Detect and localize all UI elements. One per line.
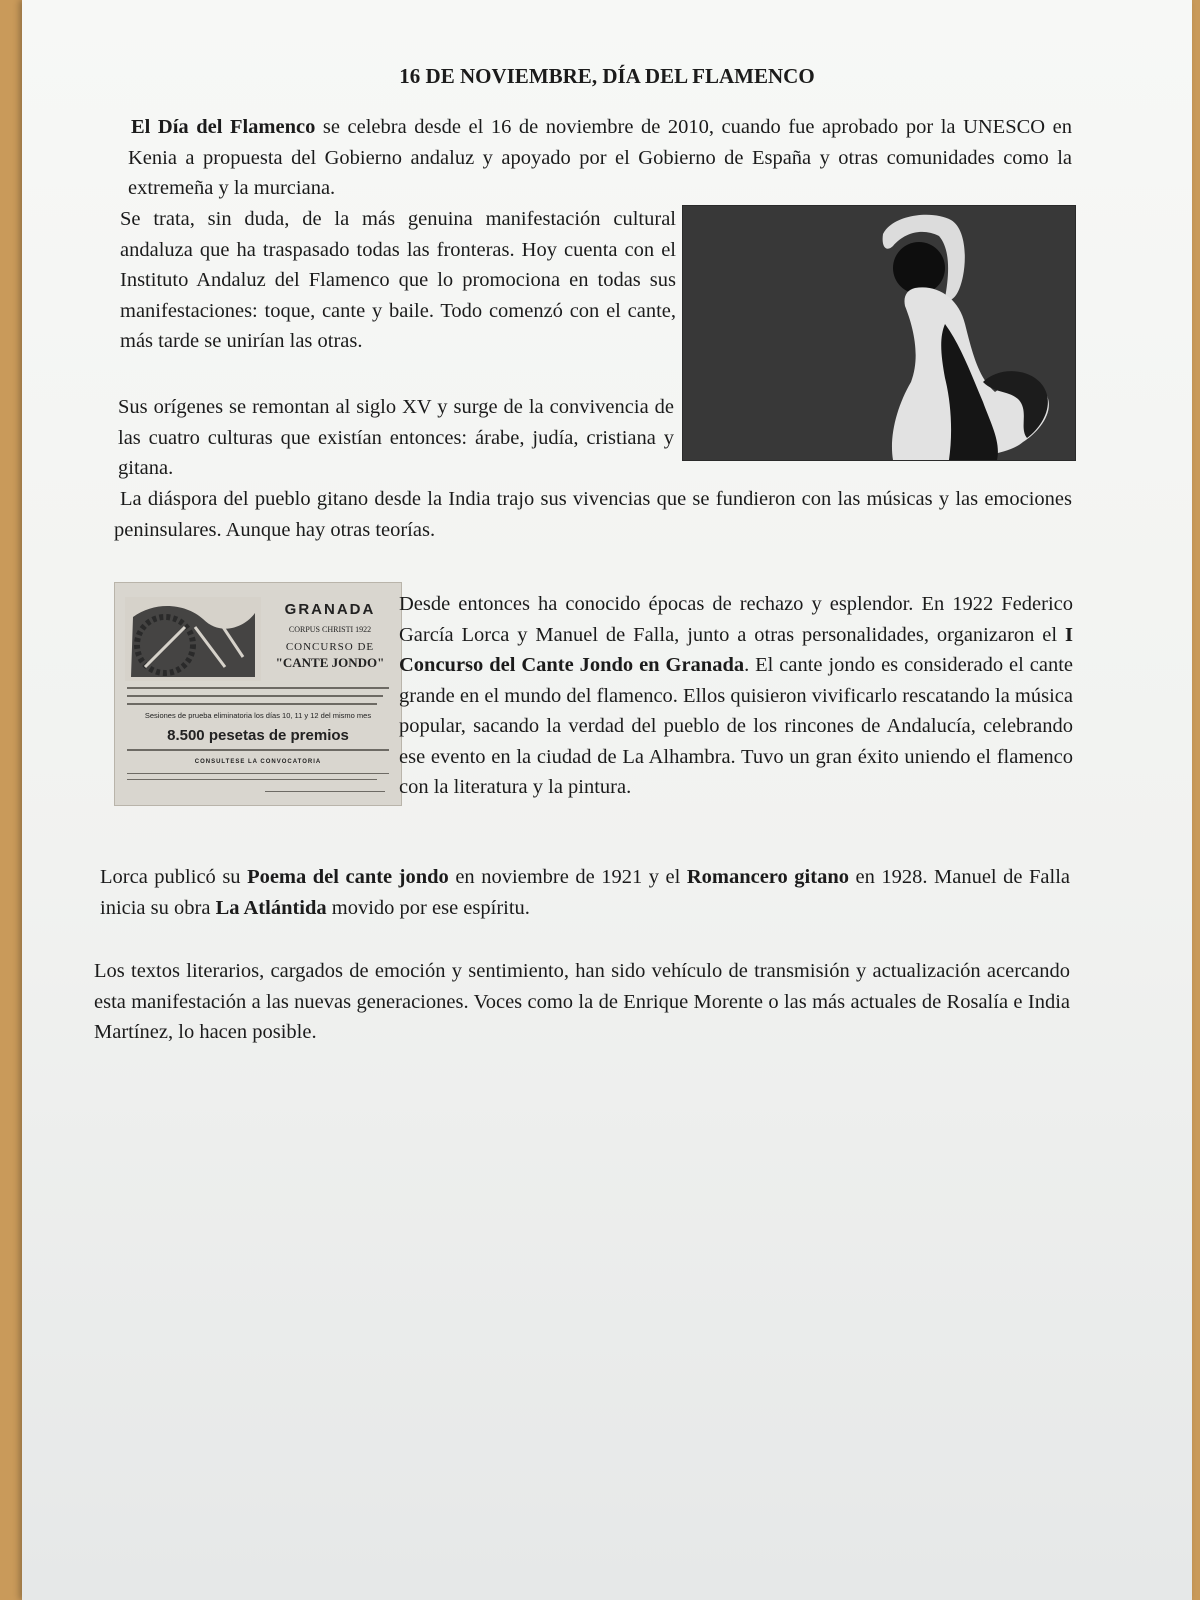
intro-bold: El Día del Flamenco <box>131 116 316 138</box>
paragraph-origins: Sus orígenes se remontan al siglo XV y surge de la convivencia de las cuatro culturas que existían entonces: árabe, judía, cristiana y gitana. <box>118 396 674 479</box>
poster-granada: GRANADA <box>284 601 376 618</box>
cante-jondo-poster <box>114 582 402 806</box>
poster-fine-print <box>127 687 389 689</box>
poster-fine-print <box>127 779 377 780</box>
poster-concurso: CONCURSO DE <box>285 641 375 653</box>
poster-artwork <box>125 597 261 681</box>
poster-corpus: CORPUS CHRISTI 1922 <box>288 625 372 634</box>
poster-fine-print <box>265 791 385 792</box>
poster-fine-print <box>127 695 383 697</box>
lorca-text-g: movido por ese espíritu. <box>326 896 530 919</box>
lorca-text-e: en 1928. Manuel de Falla inicia su obra <box>100 866 1070 919</box>
paragraph-cultural: Se trata, sin duda, de la más genuina manifestación cultural andaluza que ha traspasado todas las fronteras. Hoy cuenta con el Instituto Andaluz del Flamenco que lo promociona en todas sus manifestaciones: toque, cante y baile. Todo comenzó con el cante, más tarde se unirían las otras. <box>120 208 676 352</box>
poster-cante-jondo: "CANTE JONDO" <box>275 655 385 670</box>
paragraph-diaspora: La diáspora del pueblo gitano desde la India trajo sus vivencias que se fundieron con las músicas y las emociones peninsulares. Aunque hay otras teorías. <box>114 488 1072 541</box>
poster-fine-print <box>127 703 377 705</box>
lorca-bold-romancero: Romancero gitano <box>686 866 849 888</box>
dancer-illustration <box>683 206 1075 460</box>
concurso-text-a: Desde entonces ha conocido épocas de rechazo y esplendor. En 1922 Federico García Lorca y Manuel de Falla, junto a otras personalidades, organizaron el <box>399 593 1073 646</box>
lorca-text-c: en noviembre de 1921 y el <box>448 866 687 888</box>
poster-sesiones: Sesiones de prueba eliminatoria los días 10, 11 y 12 del mismo mes <box>144 711 372 720</box>
poster-art-illustration <box>125 597 261 681</box>
poster-consultese: CONSULTESE LA CONVOCATORIA <box>194 759 322 765</box>
concurso-text-c: . El cante jondo es considerado el cante grande en el mundo del flamenco. Ellos quisieron vivificarlo rescatando la música popular, sacando la verdad del pueblo de los rincones de Andalucía, celebrando ese evento en la ciudad de La Alhambra. Tuvo un gran éxito uniendo el flamenco con la literatura y la pintura. <box>399 654 1073 798</box>
concurso-bold: I Concurso del Cante Jondo en Granada <box>399 623 1073 676</box>
paragraph-lorca <box>100 862 1070 923</box>
lorca-text-a: Lorca publicó su <box>100 866 248 888</box>
page-title: 16 DE NOVIEMBRE, DÍA DEL FLAMENCO <box>399 64 815 88</box>
lorca-bold-atlantida: La Atlántida <box>215 896 327 919</box>
paragraph-concurso <box>399 589 1073 803</box>
paragraph-intro <box>128 112 1072 204</box>
poster-fine-print <box>127 773 389 774</box>
document-page <box>22 0 1192 1600</box>
poster-premio: 8.500 pesetas de premios <box>167 727 349 744</box>
paragraph-textos: Los textos literarios, cargados de emoción y sentimiento, han sido vehículo de transmisión y actualización acercando esta manifestación a las nuevas generaciones. Voces como la de Enrique Morente o las más actuales de Rosalía e India Martínez, lo hacen posible. <box>94 960 1070 1043</box>
intro-text: se celebra desde el 16 de noviembre de 2010, cuando fue aprobado por la UNESCO en Kenia a propuesta del Gobierno andaluz y apoyado por el Gobierno de España y otras comunidades como la extremeña y la murciana. <box>128 116 1072 199</box>
lorca-bold-poema: Poema del cante jondo <box>247 866 449 888</box>
poster-fine-print <box>127 749 389 751</box>
flamenco-dancer-image <box>682 205 1076 461</box>
